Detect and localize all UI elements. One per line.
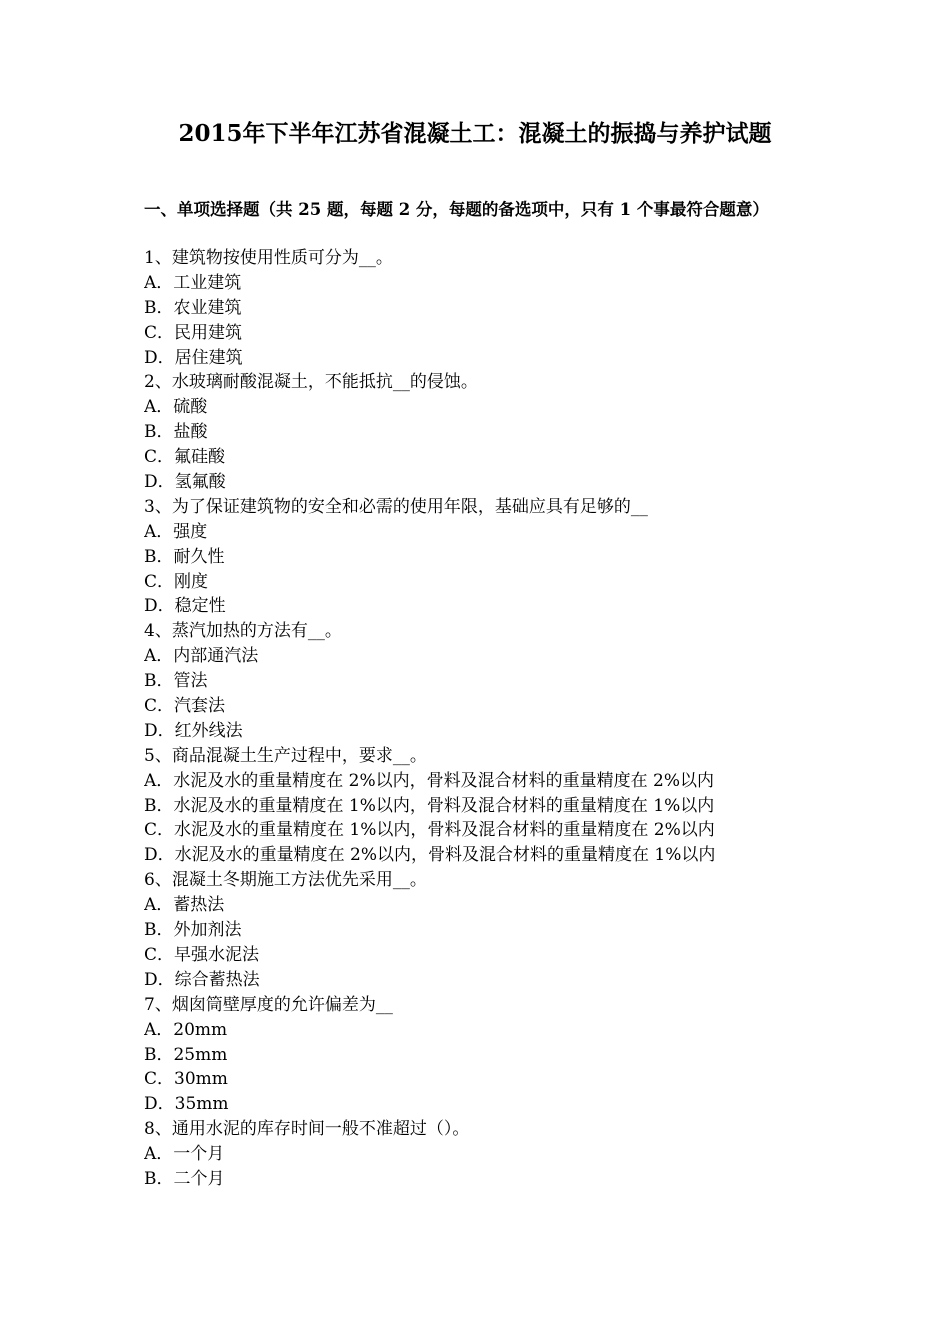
- answer-option: A．工业建筑: [144, 272, 242, 293]
- answer-option: B．盐酸: [144, 422, 208, 443]
- answer-option: A．强度: [144, 521, 208, 542]
- answer-option: A．水泥及水的重量精度在 2%以内，骨料及混合材料的重量精度在 2%以内: [144, 770, 715, 791]
- document-title: 2015年下半年江苏省混凝土工：混凝土的振捣与养护试题: [178, 120, 772, 147]
- answer-option: B．农业建筑: [144, 297, 242, 318]
- answer-option: A．蓄热法: [144, 895, 225, 916]
- question-list: [144, 246, 824, 1192]
- answer-option: D．居住建筑: [144, 347, 243, 368]
- answer-option: C．刚度: [144, 571, 209, 592]
- answer-option: D．稳定性: [144, 596, 226, 617]
- answer-option: C．汽套法: [144, 696, 226, 717]
- question-stem: 4、蒸汽加热的方法有__。: [144, 621, 342, 642]
- answer-option: A．硫酸: [144, 397, 208, 418]
- answer-option: B．25mm: [144, 1044, 228, 1065]
- answer-option: C．水泥及水的重量精度在 1%以内，骨料及混合材料的重量精度在 2%以内: [144, 820, 715, 841]
- question-stem: 8、通用水泥的库存时间一般不准超过（）。: [144, 1119, 470, 1140]
- answer-option: B．二个月: [144, 1168, 225, 1189]
- answer-option: D．氢氟酸: [144, 472, 226, 493]
- answer-option: D．35mm: [144, 1094, 229, 1115]
- answer-option: C．民用建筑: [144, 322, 243, 343]
- section-heading: 一、单项选择题（共 25 题，每题 2 分，每题的备选项中，只有 1 个事最符合题意）: [144, 200, 769, 219]
- question-stem: 2、水玻璃耐酸混凝土，不能抵抗__的侵蚀。: [144, 372, 478, 393]
- answer-option: B．管法: [144, 671, 208, 692]
- question-stem: 7、烟囱筒壁厚度的允许偏差为__: [144, 994, 393, 1015]
- answer-option: A．20mm: [144, 1019, 228, 1040]
- answer-option: C．氟硅酸: [144, 447, 226, 468]
- answer-option: B．耐久性: [144, 546, 225, 567]
- answer-option: B．外加剂法: [144, 920, 242, 941]
- answer-option: B．水泥及水的重量精度在 1%以内，骨料及混合材料的重量精度在 1%以内: [144, 795, 715, 816]
- answer-option: D．水泥及水的重量精度在 2%以内，骨料及混合材料的重量精度在 1%以内: [144, 845, 716, 866]
- question-stem: 6、混凝土冬期施工方法优先采用__。: [144, 870, 427, 891]
- answer-option: C．早强水泥法: [144, 944, 260, 965]
- answer-option: C．30mm: [144, 1069, 228, 1090]
- answer-option: A．内部通汽法: [144, 646, 259, 667]
- answer-option: D．综合蓄热法: [144, 969, 260, 990]
- question-stem: 1、建筑物按使用性质可分为__。: [144, 248, 393, 268]
- question-stem: 3、为了保证建筑物的安全和必需的使用年限，基础应具有足够的__: [144, 496, 648, 517]
- answer-option: A．一个月: [144, 1144, 225, 1165]
- question-stem: 5、商品混凝土生产过程中，要求__。: [144, 745, 427, 766]
- answer-option: D．红外线法: [144, 720, 243, 741]
